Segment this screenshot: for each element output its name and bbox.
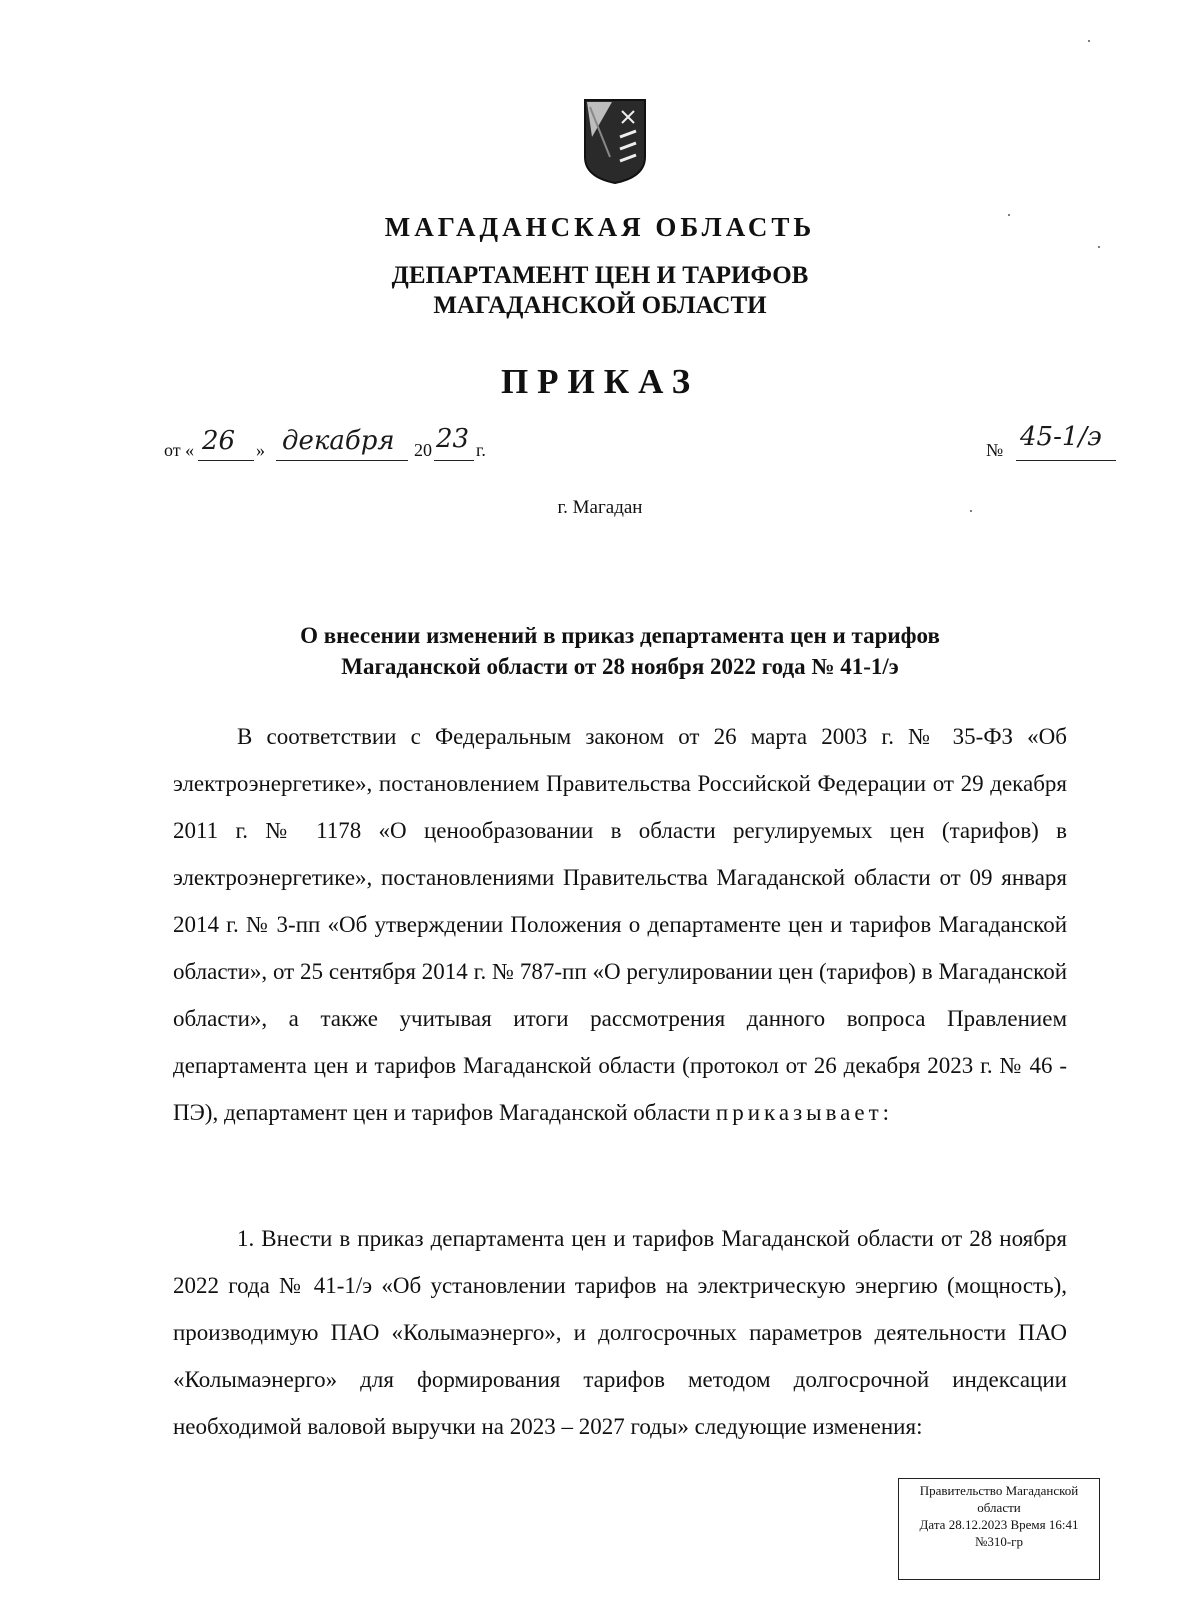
- order-number: [986, 422, 1126, 468]
- stamp-line1: Правительство Магаданской: [919, 1483, 1079, 1498]
- coat-of-arms-icon: [582, 97, 648, 185]
- date-year-suffix: 23: [436, 424, 470, 454]
- registration-stamp: [898, 1478, 1100, 1580]
- department-title-line2: МАГАДАНСКОЙ ОБЛАСТИ: [433, 292, 767, 319]
- stamp-line3: Дата 28.12.2023 Время 16:41: [919, 1517, 1079, 1532]
- orders-tail: :: [882, 1100, 890, 1125]
- scan-speck: [970, 510, 972, 512]
- number-label: №: [986, 440, 1004, 460]
- preamble-text: В соответствии с Федеральным законом от 26 марта 2003 г. № 35-ФЗ «Об электроэнергетике», постановлением Правительства Российской Федерации от 29 декабря 2011 г. № 1178 «О ценообразовании в области регулируемых цен (тарифов) в электроэнергетике», постановлениями Правительства Магаданской области от 09 января 2014 г. № 3-пп «Об утверждении Положения о департаменте цен и тарифов Магаданской области», от 25 сентября 2014 г. № 787-пп «О регулировании цен (тарифов) в Магаданской области», а также учитывая итоги рассмотрения данного вопроса Правлением департамента цен и тарифов Магаданской области (протокол от 26 декабря 2023 г. № 46 - ПЭ), департамент цен и тарифов Магаданской области: [173, 724, 1067, 1125]
- date-month-underline: [276, 460, 408, 461]
- date-day-close: »: [256, 440, 265, 460]
- scan-speck: [1098, 246, 1100, 248]
- number-underline: [1016, 460, 1116, 461]
- date-year-prefix: 20: [414, 440, 432, 460]
- region-title: МАГАДАНСКАЯ ОБЛАСТЬ: [384, 212, 816, 242]
- item-1-paragraph: 1. Внести в приказ департамента цен и тарифов Магаданской области от 28 ноября 2022 года № 41-1/э «Об установлении тарифов на электрическую энергию (мощность), производимую ПАО «Колымаэнерго», и долгосрочных параметров деятельности ПАО «Колымаэнерго» для формирования тарифов методом долгосрочной индексации необходимой валовой выручки на 2023 – 2027 годы» следующие изменения:: [173, 1226, 1067, 1439]
- document-subject: [170, 620, 1070, 682]
- scan-speck: [1008, 214, 1010, 216]
- date-month: декабря: [282, 426, 395, 456]
- subject-line1: О внесении изменений в приказ департамента цен и тарифов: [300, 623, 940, 648]
- date-day: 26: [202, 426, 236, 456]
- scan-speck: [1088, 40, 1090, 42]
- subject-line2: Магаданской области от 28 ноября 2022 года № 41-1/э: [341, 654, 899, 679]
- stamp-line4: №310-гр: [974, 1534, 1024, 1549]
- date-year-end: г.: [476, 440, 486, 460]
- preamble-paragraph: [173, 713, 1067, 1136]
- city-line: г. Магадан: [557, 497, 643, 518]
- date-prefix: от «: [164, 440, 195, 460]
- date-day-underline: [198, 460, 254, 461]
- number-value: 45-1/э: [1020, 422, 1102, 452]
- date-year-underline: [434, 460, 474, 461]
- orders-word: приказывает: [715, 1100, 883, 1125]
- stamp-line2: области: [977, 1500, 1021, 1515]
- document-type-title: ПРИКАЗ: [500, 362, 700, 401]
- department-title-line1: ДЕПАРТАМЕНТ ЦЕН И ТАРИФОВ: [391, 262, 809, 289]
